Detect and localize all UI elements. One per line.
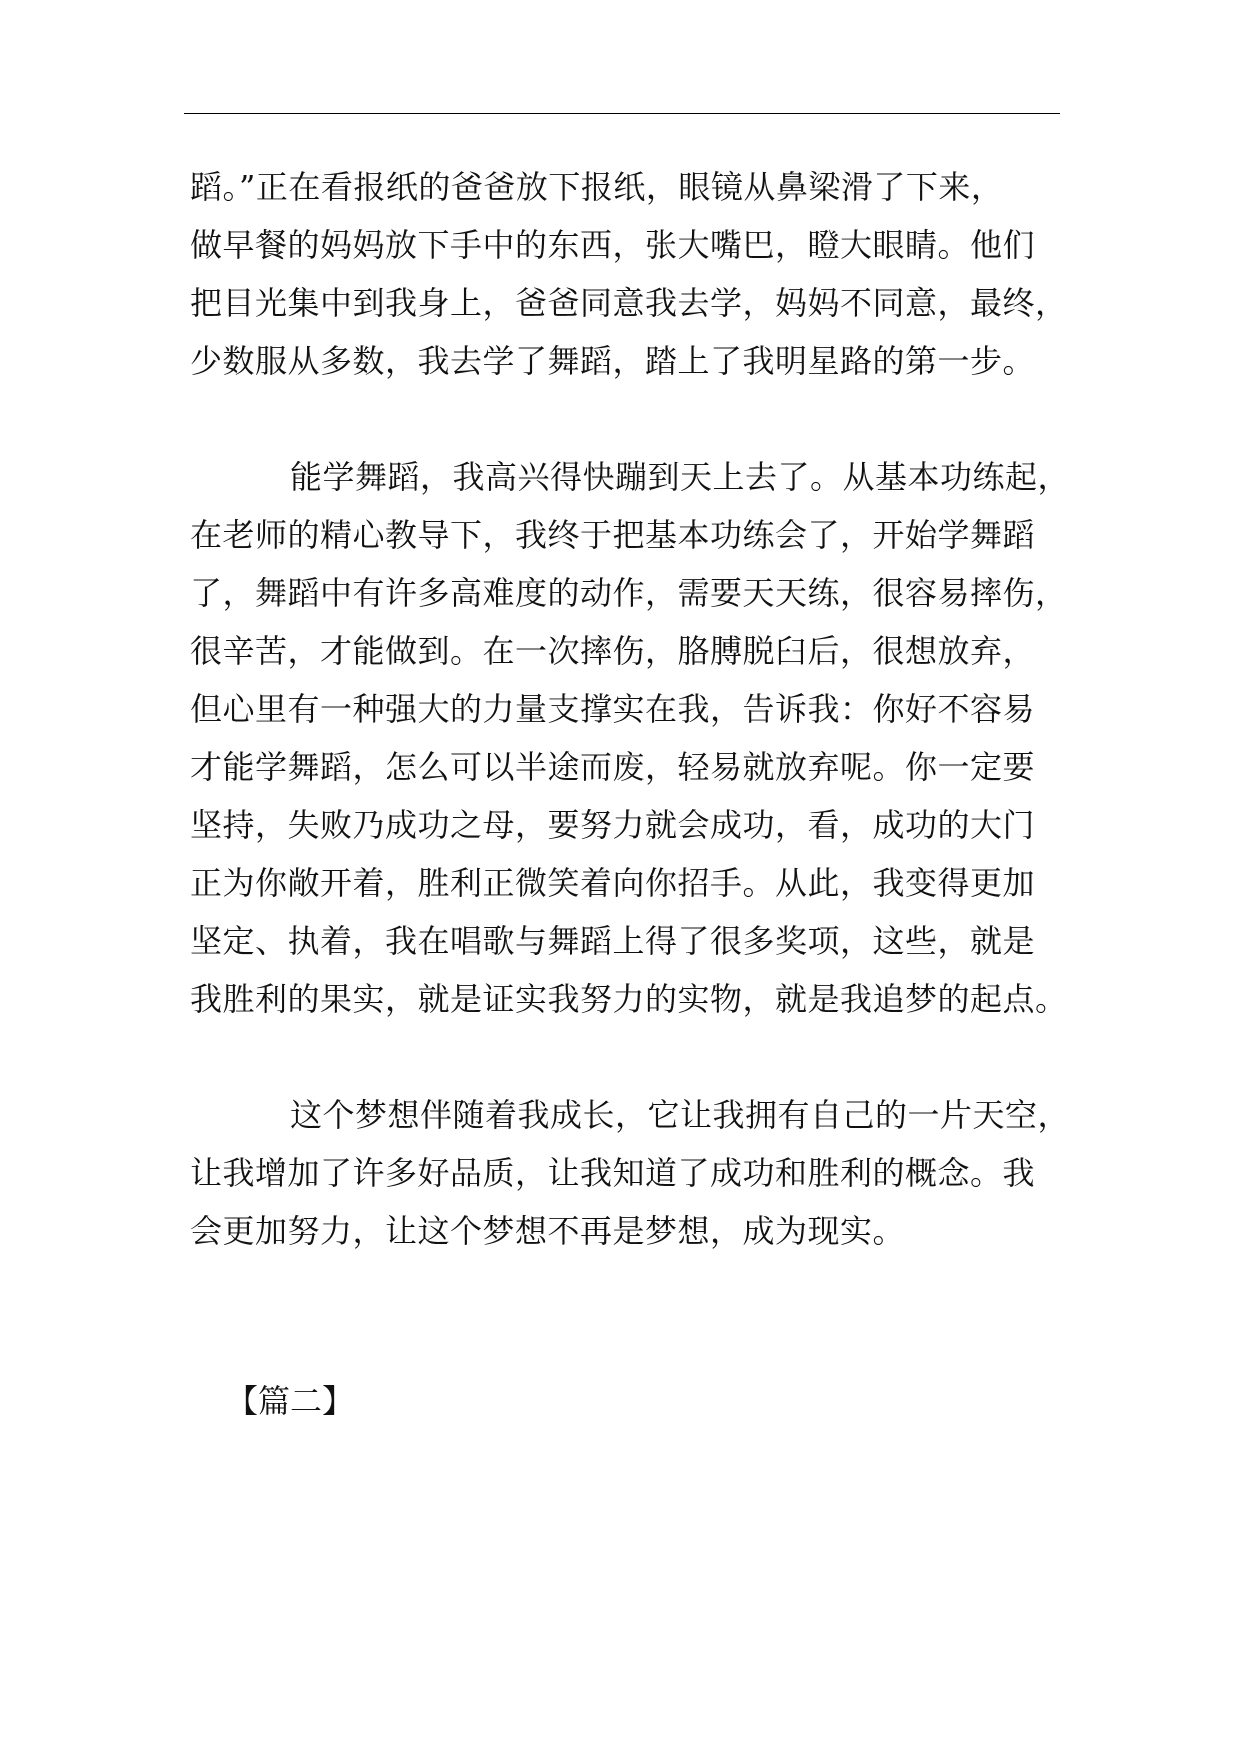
- paragraph-line: 少数服从多数，我去学了舞蹈，踏上了我明星路的第一步。: [190, 342, 1036, 380]
- paragraph-line: 让我增加了许多好品质，让我知道了成功和胜利的概念。我: [190, 1154, 1036, 1192]
- paragraph-line: 了，舞蹈中有许多高难度的动作，需要天天练，很容易摔伤，: [190, 574, 1068, 612]
- paragraph-line: 才能学舞蹈，怎么可以半途而废，轻易就放弃呢。你一定要: [190, 748, 1036, 786]
- body-text: [190, 158, 1071, 1260]
- section-heading: 【篇二】: [226, 1382, 355, 1420]
- paragraph-line: 正为你敞开着，胜利正微笑着向你招手。从此，我变得更加: [190, 864, 1036, 902]
- paragraph-line: 会更加努力，让这个梦想不再是梦想，成为现实。: [190, 1212, 906, 1250]
- paragraph-line: 很辛苦，才能做到。在一次摔伤，胳膊脱臼后，很想放弃，: [190, 632, 1036, 670]
- paragraph-line: 在老师的精心教导下，我终于把基本功练会了，开始学舞蹈: [190, 516, 1036, 554]
- paragraph-line: 这个梦想伴随着我成长，它让我拥有自己的一片天空，: [290, 1096, 1071, 1134]
- paragraph-3: [190, 1086, 1071, 1260]
- paragraph-line: 我胜利的果实，就是证实我努力的实物，就是我追梦的起点。: [190, 980, 1068, 1018]
- paragraph-line: 能学舞蹈，我高兴得快蹦到天上去了。从基本功练起，: [290, 458, 1071, 496]
- paragraph-gap: [190, 390, 1060, 448]
- paragraph-line: 把目光集中到我身上，爸爸同意我去学，妈妈不同意，最终，: [190, 284, 1068, 322]
- paragraph-line: 坚定、执着，我在唱歌与舞蹈上得了很多奖项，这些，就是: [190, 922, 1036, 960]
- paragraph-2: [190, 448, 1071, 1028]
- paragraph-line: 但心里有一种强大的力量支撑实在我，告诉我：你好不容易: [190, 690, 1036, 728]
- paragraph-line: 蹈。”正在看报纸的爸爸放下报纸，眼镜从鼻梁滑了下来，: [190, 168, 1004, 206]
- paragraph-1: [190, 158, 1068, 390]
- paragraph-line: 做早餐的妈妈放下手中的东西，张大嘴巴，瞪大眼睛。他们: [190, 226, 1036, 264]
- header-rule: [184, 113, 1060, 114]
- paragraph-line: 坚持，失败乃成功之母，要努力就会成功，看，成功的大门: [190, 806, 1036, 844]
- paragraph-gap: [190, 1028, 1060, 1086]
